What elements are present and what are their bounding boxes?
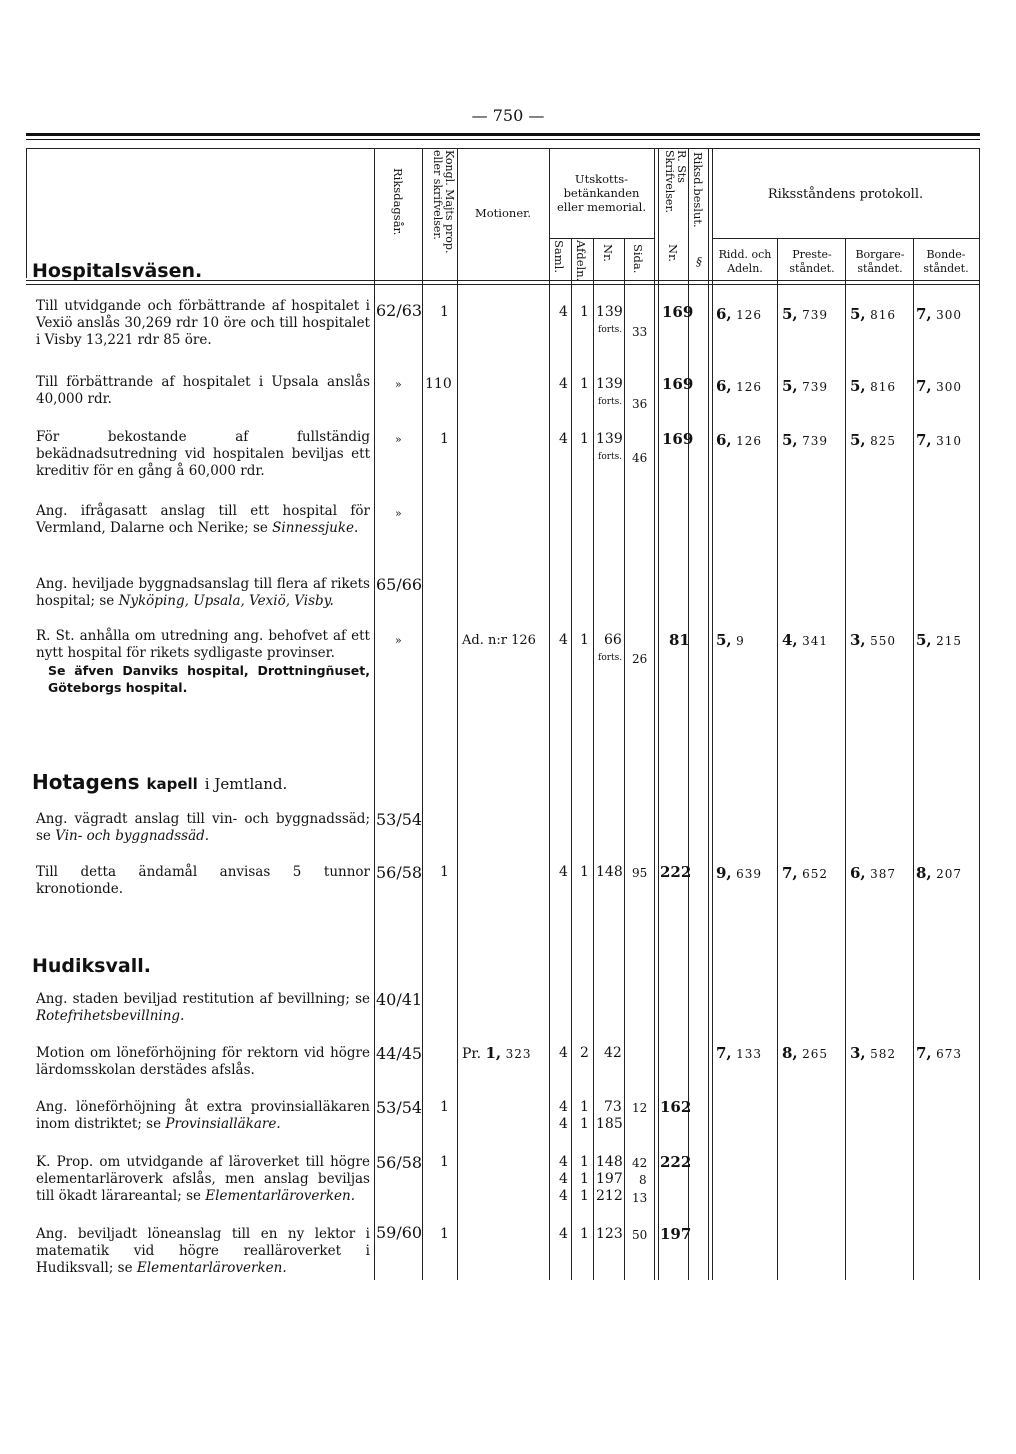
saml: 4 — [559, 1154, 568, 1170]
vol: 5, — [850, 431, 866, 449]
col-rule — [457, 148, 458, 1280]
motion-prefix: Pr. — [462, 1046, 482, 1062]
year: 40/41 — [376, 990, 423, 1009]
header-sida: Sida. — [631, 244, 645, 274]
vol: 7, — [916, 431, 932, 449]
afdeln: 1 — [580, 1188, 589, 1204]
section-hotagen-place: i Jemtland. — [204, 775, 288, 793]
page: 739 — [802, 380, 829, 394]
saml: 4 — [559, 1099, 568, 1115]
vol: 4, — [782, 631, 798, 649]
preste-ref — [782, 432, 828, 450]
borgare-ref — [850, 632, 896, 650]
sida: 13 — [632, 1191, 648, 1205]
top-rule-thin — [26, 139, 980, 140]
bonde-ref — [916, 378, 962, 396]
betank-nr: 197 — [596, 1171, 623, 1187]
page: 126 — [736, 380, 763, 394]
rsts-nr: 169 — [662, 430, 694, 448]
col-rule — [624, 238, 625, 1280]
header-nr: Nr. — [601, 244, 615, 262]
page: 816 — [870, 308, 897, 322]
header-borgare: Borgare- ståndet. — [855, 248, 905, 275]
sida: 95 — [632, 866, 648, 880]
see-ref: Nyköping, Upsala, Vexiö, Visby. — [118, 593, 334, 609]
page-number: — 750 — — [471, 106, 545, 125]
vol: 9, — [716, 864, 732, 882]
afdeln: 1 — [580, 1226, 589, 1242]
col-rule — [549, 148, 550, 1280]
afdeln: 1 — [580, 304, 589, 320]
header-afdeln: Afdeln. — [574, 240, 588, 282]
rsts-nr: 222 — [660, 863, 692, 881]
ridd-ref — [716, 306, 762, 324]
sida: 50 — [632, 1228, 648, 1242]
borgare-ref — [850, 1045, 896, 1063]
vol: 7, — [782, 864, 798, 882]
header-motioner: Motioner. — [474, 206, 532, 220]
header-protokoll: Riksståndens protokoll. — [767, 187, 924, 202]
col-rule — [374, 148, 375, 1280]
bonde-ref — [916, 632, 962, 650]
prop-nr: 1 — [440, 431, 449, 447]
page: 739 — [802, 308, 829, 322]
afdeln: 1 — [580, 1171, 589, 1187]
borgare-ref — [850, 378, 896, 396]
bonde-ref — [916, 865, 962, 883]
page: 310 — [936, 434, 963, 448]
entry-text: Till detta ändamål anvisas 5 tunnor kronotionde. — [36, 864, 370, 897]
year: 44/45 — [376, 1044, 423, 1063]
year: 53/54 — [376, 810, 423, 829]
vol: 7, — [916, 1044, 932, 1062]
top-rule — [26, 133, 980, 136]
entry-main: Ang. beviljadt löneanslag till en ny lektor i matematik vid högre realläroverket i Hudiksvall; se — [36, 1226, 370, 1276]
section-hotagen — [32, 770, 287, 794]
prop-nr: 1 — [440, 1154, 449, 1170]
prop-nr: 1 — [440, 304, 449, 320]
vol: 5, — [782, 431, 798, 449]
header-ridd: Ridd. och Adeln. — [718, 248, 772, 275]
page: 673 — [936, 1047, 963, 1061]
betank-nr: 123 — [596, 1226, 623, 1242]
afdeln: 1 — [580, 1099, 589, 1115]
left-border — [26, 148, 27, 278]
see-ref: Elementarläroverken. — [205, 1188, 356, 1204]
vol: 3, — [850, 631, 866, 649]
col-rule — [593, 238, 594, 1280]
page: 215 — [936, 634, 963, 648]
page: 9 — [736, 634, 745, 648]
year: » — [395, 433, 402, 446]
motion-ref: Ad. n:r 126 — [462, 633, 536, 648]
ridd-ref — [716, 432, 762, 450]
bonde-ref — [916, 1045, 962, 1063]
betank-nr: 148 — [596, 864, 623, 880]
saml: 4 — [559, 1045, 568, 1061]
forts: forts. — [598, 653, 623, 663]
saml: 4 — [559, 1171, 568, 1187]
page: 639 — [736, 867, 763, 881]
header-kongl: Kongl. Majts prop. eller skrifvelser. — [431, 150, 456, 254]
forts: forts. — [598, 325, 623, 335]
saml: 4 — [559, 1226, 568, 1242]
afdeln: 1 — [580, 376, 589, 392]
entry-text: För bekostande af fullständig bekädnadsutredning vid hospitalen beviljas ett kreditiv för en gång å 60,000 rdr. — [36, 429, 370, 479]
page: 739 — [802, 434, 829, 448]
header-preste: Preste- ståndet. — [789, 248, 835, 275]
page: 816 — [870, 380, 897, 394]
page: 300 — [936, 380, 963, 394]
betank-nr: 42 — [604, 1045, 622, 1061]
vol: 7, — [716, 1044, 732, 1062]
afdeln: 1 — [580, 864, 589, 880]
forts: forts. — [598, 452, 623, 462]
entry-text — [36, 576, 370, 610]
header-rsts-nr: Nr. — [666, 244, 680, 262]
see-ref: Rotefrihetsbevillning. — [36, 1008, 185, 1024]
entry-main: Ang. löneförhöjning åt extra provinsialläkaren inom distriktet; se — [36, 1099, 370, 1132]
entry-main: Ang. vägradt anslag till vin- och byggnadssäd; se — [36, 811, 370, 844]
prop-nr: 1 — [440, 864, 449, 880]
year: 59/60 — [376, 1223, 423, 1242]
header-paragraph: § — [696, 254, 702, 268]
page: 387 — [870, 867, 897, 881]
betank-nr: 139 — [596, 376, 623, 392]
section-hotagen-name: Hotagens — [32, 770, 140, 794]
vol: 5, — [782, 305, 798, 323]
year: » — [395, 378, 402, 391]
prop-nr: 1 — [440, 1226, 449, 1242]
afdeln: 1 — [580, 431, 589, 447]
vol: 6, — [716, 431, 732, 449]
motion-ref — [462, 1045, 532, 1063]
entry-text: Motion om löneförhöjning för rektorn vid högre lärdomsskolan derstädes afslås. — [36, 1045, 370, 1078]
col-rule — [571, 238, 572, 1280]
see-ref: Sinnessjuke. — [272, 520, 359, 536]
rsts-nr: 169 — [662, 375, 694, 393]
betank-nr: 139 — [596, 431, 623, 447]
header-riksdbeslut: Riksd.beslut. — [691, 152, 705, 228]
borgare-ref — [850, 865, 896, 883]
section-hospitalsvasen: Hospitalsväsen. — [32, 260, 203, 282]
col-rule — [913, 238, 914, 1280]
borgare-ref — [850, 432, 896, 450]
header-riksdagsar: Riksdagsår. — [391, 168, 405, 236]
afdeln: 2 — [580, 1045, 589, 1061]
see-also-note: Se äfven Danviks hospital, Drottningñuset, Göteborgs hospital. — [48, 663, 370, 695]
preste-ref — [782, 1045, 828, 1063]
vol: 8, — [782, 1044, 798, 1062]
sida: 33 — [632, 325, 648, 339]
betank-nr: 148 — [596, 1154, 623, 1170]
saml: 4 — [559, 632, 568, 648]
entry-text — [36, 1226, 370, 1277]
year: » — [395, 507, 402, 520]
saml: 4 — [559, 431, 568, 447]
vol: 1, — [485, 1044, 502, 1062]
rsts-nr: 222 — [660, 1153, 692, 1171]
vol: 5, — [916, 631, 932, 649]
sida: 42 — [632, 1156, 648, 1170]
prop-nr: 110 — [425, 376, 452, 392]
header-bonde: Bonde- ståndet. — [923, 248, 969, 275]
entry-main: K. Prop. om utvidgande af läroverket till högre elementarläroverk afslås, men anslag beviljas till ökadt lärareantal; se — [36, 1154, 370, 1204]
afdeln: 1 — [580, 1116, 589, 1132]
col-rule — [658, 148, 659, 1280]
sida: 12 — [632, 1101, 648, 1115]
vol: 3, — [850, 1044, 866, 1062]
rsts-nr: 169 — [662, 303, 694, 321]
page: 300 — [936, 308, 963, 322]
entry-text — [36, 1154, 370, 1205]
page: 323 — [505, 1047, 532, 1061]
see-ref: Vin- och byggnadssäd. — [55, 828, 210, 844]
year: 56/58 — [376, 1153, 423, 1172]
sida: 36 — [632, 397, 648, 411]
ridd-ref — [716, 378, 762, 396]
preste-ref — [782, 306, 828, 324]
header-top-rule — [26, 148, 980, 149]
header-bottom-rule-2 — [26, 284, 980, 285]
see-ref: Elementarläroverken. — [136, 1260, 287, 1276]
entry-main: Ang. ifrågasatt anslag till ett hospital för Vermland, Dalarne och Nerike; se — [36, 503, 370, 536]
vol: 6, — [716, 305, 732, 323]
saml: 4 — [559, 1116, 568, 1132]
entry-text: Till utvidgande och förbättrande af hospitalet i Vexiö anslås 30,269 rdr 10 öre och till hospitalet i Visby 13,221 rdr 85 öre. — [36, 298, 370, 348]
section-hudiksvall: Hudiksvall. — [32, 955, 151, 977]
page: 652 — [802, 867, 829, 881]
vol: 6, — [850, 864, 866, 882]
preste-ref — [782, 378, 828, 396]
forts: forts. — [598, 397, 623, 407]
entry-text — [36, 991, 370, 1025]
vol: 5, — [782, 377, 798, 395]
sida: 26 — [632, 652, 648, 666]
entry-main: Ang. staden beviljad restitution af bevillning; se — [36, 991, 370, 1007]
page: 582 — [870, 1047, 897, 1061]
betank-nr: 212 — [596, 1188, 623, 1204]
page: 341 — [802, 634, 829, 648]
page: 825 — [870, 434, 897, 448]
year: 62/63 — [376, 301, 423, 320]
sida: 8 — [639, 1173, 647, 1187]
page: 126 — [736, 434, 763, 448]
vol: 5, — [716, 631, 732, 649]
right-border — [979, 148, 980, 1280]
entry-main: Ang. heviljade byggnadsanslag till flera af rikets hospital; se — [36, 576, 370, 609]
ridd-ref — [716, 865, 762, 883]
page: 265 — [802, 1047, 829, 1061]
year: 65/66 — [376, 575, 423, 594]
betank-nr: 185 — [596, 1116, 623, 1132]
vol: 7, — [916, 377, 932, 395]
page: 133 — [736, 1047, 763, 1061]
header-saml: Saml. — [552, 240, 566, 273]
year: 53/54 — [376, 1098, 423, 1117]
entry-text — [36, 503, 370, 537]
entry-text — [36, 1099, 370, 1133]
vol: 6, — [716, 377, 732, 395]
page: 126 — [736, 308, 763, 322]
betank-nr: 73 — [604, 1099, 622, 1115]
bonde-ref — [916, 306, 962, 324]
col-rule — [708, 148, 709, 1280]
borgare-ref — [850, 306, 896, 324]
vol: 7, — [916, 305, 932, 323]
saml: 4 — [559, 1188, 568, 1204]
rsts-nr: 81 — [669, 631, 690, 649]
ridd-ref — [716, 632, 745, 650]
vol: 5, — [850, 377, 866, 395]
col-rule — [845, 238, 846, 1280]
header-utskotts: Utskotts- betänkanden eller memorial. — [556, 172, 647, 214]
entry-text — [36, 628, 370, 696]
rsts-nr: 162 — [660, 1098, 692, 1116]
preste-ref — [782, 865, 828, 883]
prop-nr: 1 — [440, 1099, 449, 1115]
page: 550 — [870, 634, 897, 648]
afdeln: 1 — [580, 632, 589, 648]
col-rule — [712, 148, 713, 1280]
header-sub-rule — [549, 238, 654, 239]
year: 56/58 — [376, 863, 423, 882]
col-rule — [654, 148, 655, 1280]
header-rsts: R. Sts Skrifvelser. — [663, 150, 688, 213]
afdeln: 1 — [580, 1154, 589, 1170]
bonde-ref — [916, 432, 962, 450]
entry-main: R. St. anhålla om utredning ang. behofvet af ett nytt hospital för rikets sydligaste provinser. — [36, 628, 370, 661]
ridd-ref — [716, 1045, 762, 1063]
year: » — [395, 634, 402, 647]
header-sub-rule — [712, 238, 979, 239]
preste-ref — [782, 632, 828, 650]
col-rule — [422, 148, 423, 1280]
rsts-nr: 197 — [660, 1225, 692, 1243]
col-rule — [777, 238, 778, 1280]
entry-text: Till förbättrande af hospitalet i Upsala anslås 40,000 rdr. — [36, 374, 370, 407]
sida: 46 — [632, 451, 648, 465]
page: 207 — [936, 867, 963, 881]
saml: 4 — [559, 376, 568, 392]
betank-nr: 139 — [596, 304, 623, 320]
vol: 8, — [916, 864, 932, 882]
saml: 4 — [559, 864, 568, 880]
see-ref: Provinsialläkare. — [165, 1116, 281, 1132]
betank-nr: 66 — [604, 632, 622, 648]
entry-text — [36, 811, 370, 845]
section-hotagen-kapell: kapell — [146, 775, 198, 793]
saml: 4 — [559, 304, 568, 320]
vol: 5, — [850, 305, 866, 323]
